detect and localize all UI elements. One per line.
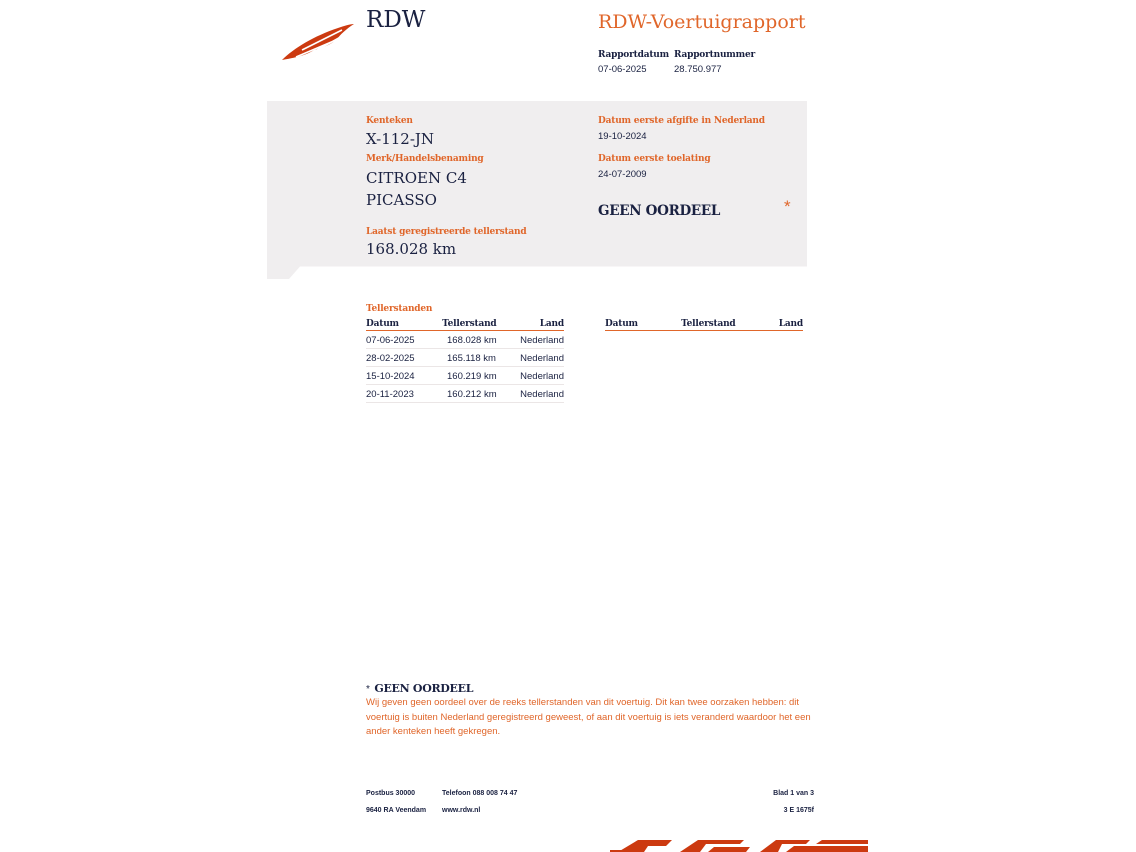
verdict: GEEN OORDEEL (598, 203, 721, 219)
row-reading: 165.118 km (447, 353, 496, 364)
column-country: Land (539, 319, 564, 329)
note-title: GEEN OORDEEL (374, 682, 474, 695)
table-header (605, 319, 803, 331)
report-date: 07-06-2025 (598, 64, 647, 75)
odometer-value: 168.028 km (366, 240, 457, 258)
note-text: Wij geven geen oordeel over de reeks tellerstanden van dit voertuig. Dit kan twee oorzaken hebben: dit voertuig is buiten Nederland geregistreerd geweest, of aan dit voertuig is iets veranderd waardoor het een ander kenteken heeft gekregen. (366, 697, 811, 737)
row-reading: 168.028 km (447, 335, 497, 346)
note-asterisk: * (366, 684, 370, 695)
odometer-table-right (605, 319, 803, 331)
note-heading (366, 679, 473, 697)
row-date: 28-02-2025 (366, 353, 415, 364)
odometer-table-left (366, 319, 564, 403)
row-date: 07-06-2025 (366, 335, 415, 346)
first-nl-date: 19-10-2024 (598, 131, 647, 142)
footer-code: 3 E 1675f (783, 807, 814, 814)
table-row (366, 331, 564, 349)
brand-label: Merk/Handelsbenaming (366, 154, 484, 164)
footer-postal: 9640 RA Veendam (366, 807, 427, 814)
first-admission-label: Datum eerste toelating (598, 154, 711, 164)
table-row (366, 385, 564, 403)
column-date: Datum (366, 319, 399, 329)
row-country: Nederland (520, 389, 564, 400)
plate-label: Kenteken (366, 116, 413, 126)
odometer-table-title: Tellerstanden (366, 304, 433, 314)
verdict-asterisk: * (784, 197, 791, 216)
report-number-label: Rapportnummer (674, 50, 756, 60)
report-title: RDW-Voertuigrapport (598, 11, 806, 33)
brand-line-1: CITROEN C4 (366, 169, 467, 187)
column-reading: Tellerstand (442, 319, 497, 329)
row-country: Nederland (520, 353, 564, 364)
report-date-label: Rapportdatum (598, 50, 669, 60)
column-country: Land (778, 319, 803, 329)
column-date: Datum (605, 319, 638, 329)
rdw-wing-logo-icon (280, 20, 356, 62)
stripes-decoration-icon (610, 838, 870, 852)
table-row (366, 349, 564, 367)
odometer-label: Laatst geregistreerde tellerstand (366, 227, 527, 237)
footer-po-box: Postbus 30000 (366, 790, 416, 797)
row-date: 20-11-2023 (366, 389, 414, 400)
table-row (366, 367, 564, 385)
first-nl-label: Datum eerste afgifte in Nederland (598, 116, 765, 126)
footer-page: Blad 1 van 3 (773, 790, 814, 797)
row-country: Nederland (520, 335, 564, 346)
brand-line-2: PICASSO (366, 191, 437, 209)
row-reading: 160.212 km (447, 389, 497, 400)
table-header (366, 319, 564, 331)
license-plate: X-112-JN (366, 130, 435, 148)
footer-website[interactable]: www.rdw.nl (442, 807, 481, 814)
row-date: 15-10-2024 (366, 371, 415, 382)
report-number: 28.750.977 (674, 64, 722, 75)
row-country: Nederland (520, 371, 564, 382)
footer-phone: Telefoon 088 008 74 47 (442, 790, 518, 797)
column-reading: Tellerstand (681, 319, 736, 329)
row-reading: 160.219 km (447, 371, 497, 382)
first-admission-date: 24-07-2009 (598, 169, 647, 180)
logo-text: RDW (366, 7, 426, 33)
vehicle-summary-panel (267, 101, 807, 279)
